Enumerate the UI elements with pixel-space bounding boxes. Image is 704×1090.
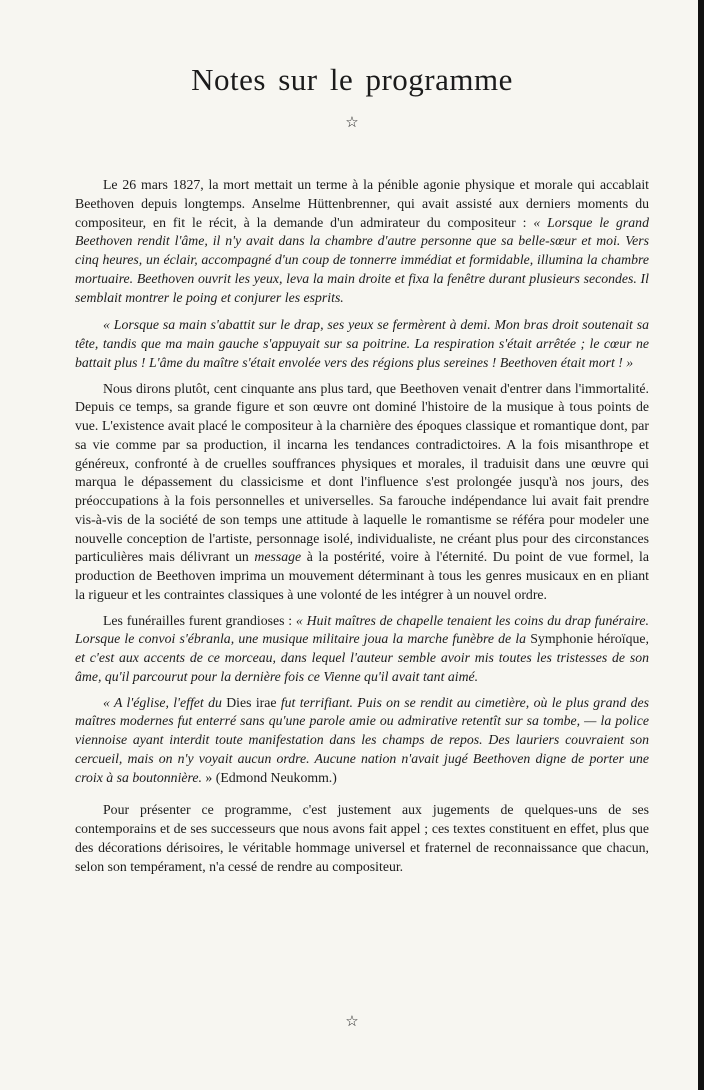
star-ornament-top: ☆ (345, 115, 359, 131)
p3-emphasis: message (254, 549, 302, 565)
p4-quote-a: « Huit maîtres de chapelle tenaient les coins du drap funéraire. Lorsque le convoi s'ébranla, une musique militaire joua la marche funèbre de la (75, 612, 649, 647)
p4-quote-b: , et c'est aux accents de ce morceau, dans lequel l'auteur semble avoir mis toutes les tristesses de son âme, qu'il parcourut pour la dernière fois ce Vienne qu'il avait tant aimé. (75, 631, 649, 684)
p1-quote: « Lorsque le grand Beethoven rendit l'âme, il n'y avait dans la chambre d'autre personne que sa belle-sœur et moi. Vers cinq heures, un éclair, accompagné d'un coup de tonnerre immédiat et formidable, illumina la chambre mortuaire. Beethoven ouvrit les yeux, leva la main droite et fixa la fenêtre durant plusieurs secondes. Il semblait montrer le poing et conjurer les esprits. (75, 214, 649, 305)
p4-title: Symphonie héroïque (530, 631, 646, 647)
paragraph-4 (75, 612, 649, 687)
p5-title: Dies irae (226, 694, 277, 710)
p6-text: Pour présenter ce programme, c'est justement aux jugements de quelques-uns de ses contemporains et de ses successeurs que nous avons fait appel ; ces textes constituent en effet, plus que des décorations dérisoires, le véritable hommage universel et fraternel de reconnaissance que chacun, selon son tempérament, n'a cessé de rendre au compositeur. (75, 802, 649, 874)
p4-text: Les funérailles furent grandioses : (103, 612, 296, 628)
p5-quote-b: fut terrifiant. Puis on se rendit au cimetière, où le plus grand des maîtres modernes fut enterré sans qu'une parole amie ou admirative retentît sur sa tombe, — la police viennoise ayant interdit toute manifestation dans les champs de repos. Des lauriers couvraient son cercueil, mais on n'y voyait aucun ordre. Aucune nation n'avait jugé Beethoven digne de porter une croix à sa boutonnière. (75, 694, 649, 785)
star-ornament-bottom: ☆ (345, 1014, 359, 1030)
p5-attribution: » (Edmond Neukomm.) (201, 769, 337, 785)
p3-text-b: à la postérité, voire à l'éternité. Du point de vue formel, la production de Beethoven imprima un mouvement déterminant à tous les genres musicaux en en pliant la rigueur et les contraintes classiques à une volonté de les intégrer à un nouvel ordre. (75, 549, 649, 602)
paragraph-6 (75, 801, 649, 876)
page-title: Notes sur le programme (191, 62, 513, 97)
page-edge (698, 0, 704, 1090)
paragraph-3 (75, 380, 649, 605)
paragraph-5 (75, 694, 649, 788)
p1-text: Le 26 mars 1827, la mort mettait un terme à la pénible agonie physique et morale qui accablait Beethoven depuis longtemps. Anselme Hüttenbrenner, qui avait assisté aux derniers moments du compositeur, en fit le récit, à la demande d'un admirateur du compositeur : (75, 177, 649, 230)
paragraph-1 (75, 176, 649, 307)
paragraph-2 (75, 316, 649, 372)
p5-quote-a: « A l'église, l'effet du (103, 694, 227, 710)
p2-quote: « Lorsque sa main s'abattit sur le drap, ses yeux se fermèrent à demi. Mon bras droit soutenait sa tête, tandis que ma main gauche s'appuyait sur sa poitrine. La respiration s'était arrêtée ; le cœur ne battait plus ! L'âme du maître s'était envolée vers des régions plus sereines ! Beethoven était mort ! » (75, 317, 649, 370)
p3-text-a: Nous dirons plutôt, cent cinquante ans plus tard, que Beethoven venait d'entrer dans l'immortalité. Depuis ce temps, sa grande figure et son œuvre ont dominé l'histoire de la musique à tous points de vue. L'existence avait placé le compositeur à la charnière des époques classique et romantique dont, par sa vie comme par sa production, il incarna les tendances contradictoires. A la fois misanthrope et généreux, confronté à de cruelles souffrances physiques et morales, il traduisit dans une œuvre qui marqua le dépassement du classicisme et dont l'influence s'est prolongée jusqu'à nos jours, des préoccupations à la fois personnelles et universelles. Sa farouche indépendance lui avait fait prendre vis-à-vis de la société de son temps une attitude à laquelle le romantisme se référa pour modeler une nouvelle conception de l'artiste, personnage isolé, individualiste, ne créant plus pour des circonstances particulières mais délivrant un (75, 380, 649, 565)
body-text (75, 176, 649, 883)
